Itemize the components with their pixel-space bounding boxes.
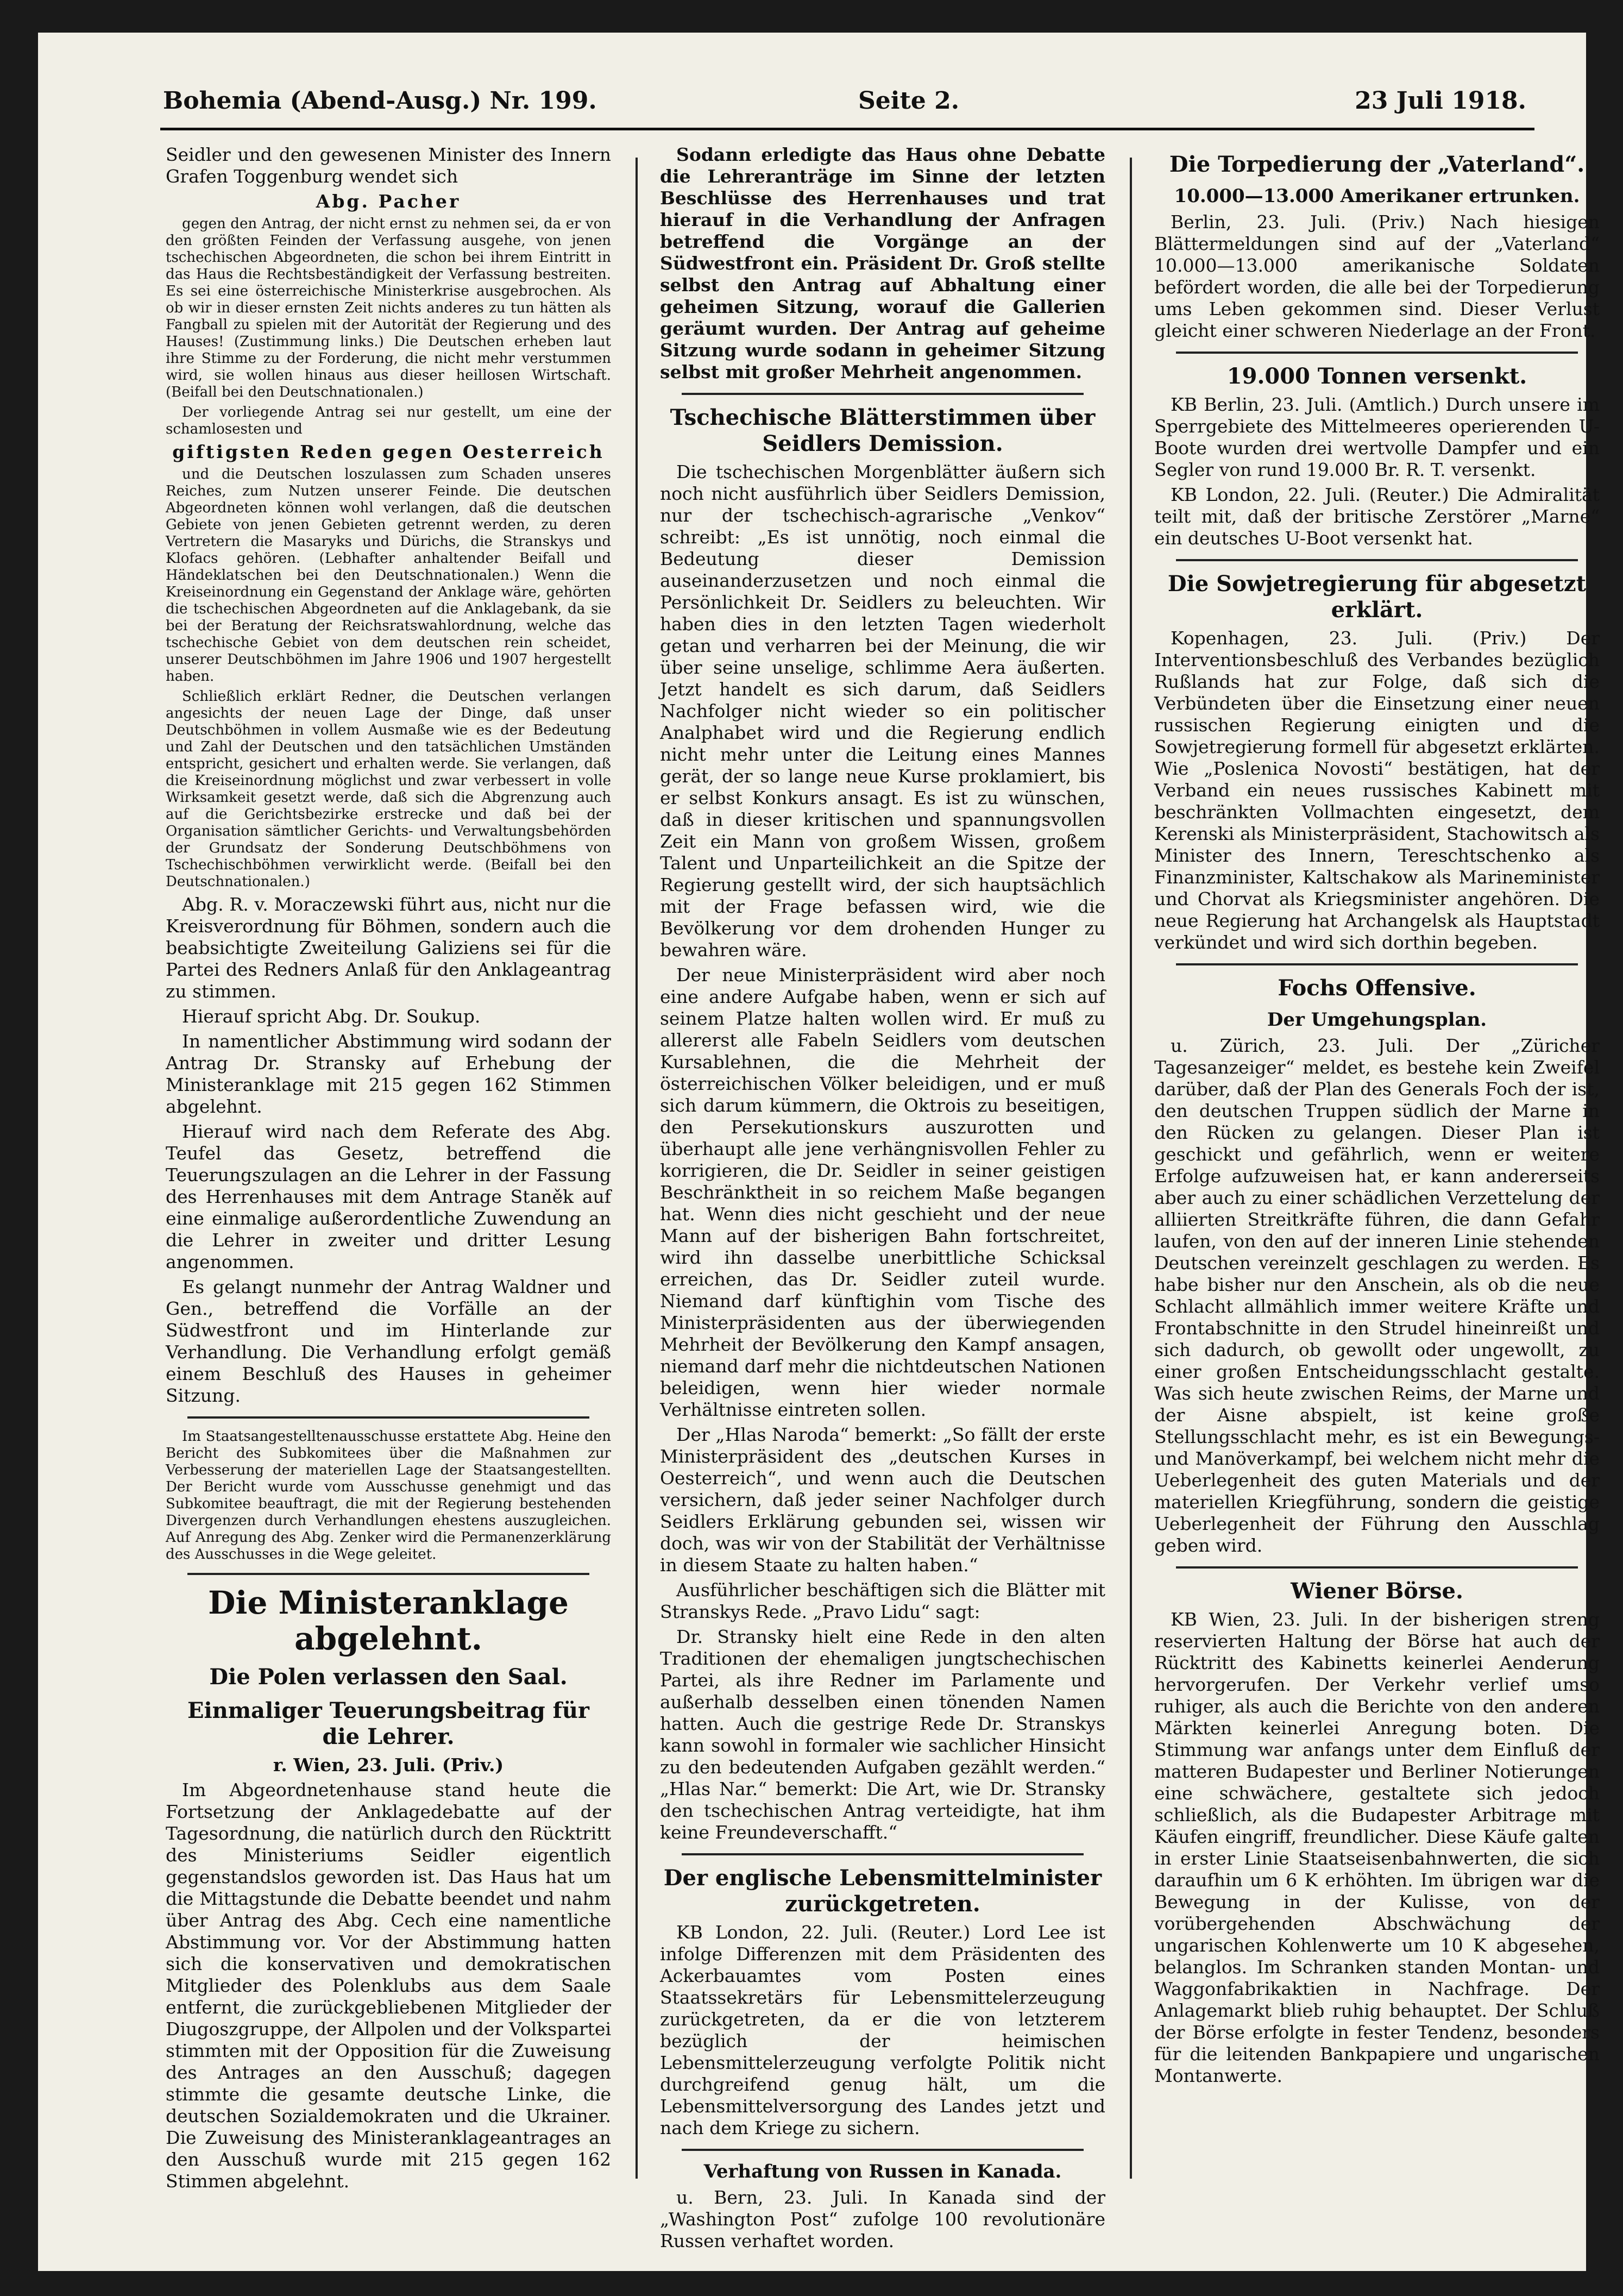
col1-paragraph: Schließlich erklärt Redner, die Deutschen verlangen angesichts der neuen Lage der Dinge, daß unser Deutschböhmen in vollem Ausmaße wie es der Bedeutung und Zahl der Deutschen und den tatsächlichen Umständen entspricht, gesichert und erhalten werde. Sie verlangen, daß die Kreiseinordnung möglichst und zwar verbessert in volle Wirksamkeit gesetzt werde, daß sich die Abgrenzung auch auf die Gerichtsbezirke erstrecke und daß bei der Organisation sämtlicher Gerichts- und Verwaltungsbehörden der Grundsatz der Sonderung Deutschböhmens von Tschechischböhmen verwirklicht werde. (Beifall bei den Deutschnationalen.) bbox=[166, 688, 611, 890]
col1-paragraph: Hierauf wird nach dem Referate des Abg. Teufel das Gesetz, betreffend die Teuerungszulagen an die Lehrer in der Fassung des Herrenhauses mit dem Antrage Staněk auf eine einmalige außerordentliche Zuwendung an die Lehrer in zweiter und dritter Lesung angenommen. bbox=[166, 1121, 611, 1272]
subheadline: Der Umgehungsplan. bbox=[1267, 1009, 1487, 1031]
col3-paragraph: KB London, 22. Juli. (Reuter.) Die Admiralität teilt mit, daß der britische Zerstörer „Marne“ ein deutsches U-Boot versenkt hat. bbox=[1154, 484, 1600, 549]
column-1 bbox=[166, 144, 611, 2192]
col2-paragraph: u. Bern, 23. Juli. In Kanada sind der „Washington Post“ zufolge 100 revolutionäre Russen verhaftet worden. bbox=[660, 2187, 1105, 2251]
col1-paragraph: gegen den Antrag, der nicht ernst zu nehmen sei, da er von den größten Feinden der Verfassung ausgehe, von jenen tschechischen Abgeordneten, die schon bei ihrem Eintritt in das Haus die Rechtsbeständigkeit der Verfassung bestreiten. Es sei eine österreichische Ministerkrise ausgebrochen. Als ob wir in dieser ernsten Zeit nichts anderes zu tun hätten als Fangball zu spielen mit der Autorität der Regierung und des Hauses! (Zustimmung links.) Die Deutschen erheben laut ihre Stimme zu der Forderung, die nicht mehr verstummen wird, sie wollen hinaus aus dieser heillosen Wirtschaft. (Beifall bei den Deutschnationalen.) bbox=[166, 216, 611, 400]
separator bbox=[682, 2149, 1084, 2151]
separator bbox=[1176, 963, 1578, 965]
separator bbox=[682, 1853, 1084, 1855]
page-header bbox=[163, 81, 1586, 125]
column-3 bbox=[1154, 144, 1600, 2154]
col2-paragraph: Sodann erledigte das Haus ohne Debatte die Lehreranträge im Sinne der letzten Beschlüsse des Herrenhauses und trat hierauf in die Verhandlung der Anfragen betreffend die Vorgänge an der Südwestfront ein. Präsident Dr. Groß stellte selbst den Antrag auf Abhaltung einer geheimen Sitzung, worauf die Gallerien geräumt wurden. Der Antrag auf geheime Sitzung wurde sodann in geheimer Sitzung selbst mit großer Mehrheit angenommen. bbox=[660, 144, 1105, 382]
subheadline: Die Polen verlassen den Saal. bbox=[209, 1664, 568, 1690]
header-masthead: Bohemia (Abend-Ausg.) Nr. 199. bbox=[163, 87, 597, 115]
col1-paragraph: Im Staatsangestelltenausschusse erstattete Abg. Heine den Bericht des Subkomitees über die Maßnahmen zur Verbesserung der materiellen Lage der Staatsangestellten. Der Bericht wurde vom Ausschusse genehmigt und das Subkomitee beauftragt, die mit der Regierung bestehenden Divergenzen durch Verhandlungen ehestens auszugleichen. Auf Anregung des Abg. Zenker wird die Permanenzerklärung des Ausschusses in die Wege geleitet. bbox=[166, 1428, 611, 1563]
headline: Die Sowjetregierung für abgesetzt erklärt. bbox=[1167, 571, 1587, 623]
col1-paragraph: Der vorliegende Antrag sei nur gestellt, um eine der schamlosesten und bbox=[166, 404, 611, 437]
col1-paragraph: Im Abgeordnetenhause stand heute die Fortsetzung der Anklagedebatte auf der Tagesordnung, die natürlich durch den Rücktritt des Ministeriums Seidler eigentlich gegenstandslos geworden ist. Das Haus hat um die Mittagstunde die Debatte beendet und nahm über Antrag des Abg. Cech eine namentliche Abstimmung vor. Vor der Abstimmung hatten sich die konservativen und demokratischen Mitglieder des Polenklubs aus dem Saale entfernt, die zurückgebliebenen Mitglieder der Diugoszgruppe, der Allpolen und der Volkspartei stimmten mit der Opposition für die Zuweisung des Antrages an den Ausschuß; dagegen stimmte die gesamte deutsche Linke, die deutschen Sozialdemokraten und die Ukrainer. Die Zuweisung des Ministeranklageantrages an den Ausschuß wurde mit 215 gegen 162 Stimmen abgelehnt. bbox=[166, 1779, 611, 2192]
headline: Der englische Lebensmittelminister zurückgetreten. bbox=[663, 1865, 1102, 1917]
separator bbox=[187, 1416, 589, 1419]
headline: Verhaftung von Russen in Kanada. bbox=[703, 2161, 1062, 2182]
separator bbox=[1176, 352, 1578, 354]
separator bbox=[682, 393, 1084, 395]
header-date: 23 Juli 1918. bbox=[1355, 87, 1526, 115]
col2-paragraph: Der „Hlas Naroda“ bemerkt: „So fällt der erste Ministerpräsident des „deutschen Kurses in Oesterreich“, und wenn auch die Deutschen versichern, daß jeder seiner Nachfolger durch Seidlers Erklärung gebunden sei, wissen wir doch, was wir von der Stabilität der Verhältnisse in diesem Staate zu halten haben.“ bbox=[660, 1424, 1105, 1576]
headline: Die Ministeranklage abgelehnt. bbox=[208, 1584, 569, 1657]
column-2 bbox=[660, 144, 1105, 2251]
col2-paragraph: Die tschechischen Morgenblätter äußern sich noch nicht ausführlich über Seidlers Demission, nur der tschechisch-agrarische „Venkov“ schreibt: „Es ist unnötig, noch einmal die Bedeutung dieser Demission auseinanderzusetzen und noch einmal die Persönlichkeit Dr. Seidlers zu beleuchten. Wir haben dies in den letzten Tagen wiederholt getan und verharren bei der Meinung, die wir über seine unselige, schlimme Aera äußerten. Jetzt handelt es sich darum, daß Seidlers Nachfolger nicht wieder so ein politischer Analphabet wird und die Regierung endlich nicht mehr unter die Leitung eines Mannes gerät, der so lange neue Kurse proklamiert, bis er selbst Konkurs ansagt. Es ist zu wünschen, daß in dieser kritischen und spannungsvollen Zeit ein Mann von großem Wissen, großem Talent und Unparteilichkeit an die Spitze der Regierung gestellt wird, der sich hauptsächlich mit der Frage befassen wird, wie die Bevölkerung vor dem drohenden Hunger zu bewahren wäre. bbox=[660, 461, 1105, 961]
col2-paragraph: KB London, 22. Juli. (Reuter.) Lord Lee ist infolge Differenzen mit dem Präsidenten des Ackerbauamtes vom Posten eines Staatssekretärs für Lebensmittelerzeugung zurückgetreten, da er die von letzterem bezüglich der heimischen Lebensmittelerzeugung verfolgte Politik nicht durchgreifend genug hält, um die Lebensmittelversorgung des Landes jetzt und nach dem Kriege zu sichern. bbox=[660, 1922, 1105, 2138]
headline: 19.000 Tonnen versenkt. bbox=[1226, 363, 1527, 389]
column-rule-1 bbox=[636, 158, 638, 2179]
header-page-number: Seite 2. bbox=[858, 87, 960, 115]
col1-paragraph: In namentlicher Abstimmung wird sodann der Antrag Dr. Stransky auf Erhebung der Ministeranklage mit 215 gegen 162 Stimmen abgelehnt. bbox=[166, 1031, 611, 1117]
separator bbox=[1176, 559, 1578, 561]
col3-paragraph: KB Berlin, 23. Juli. (Amtlich.) Durch unsere im Sperrgebiete des Mittelmeeres operierenden U-Boote wurden drei wertvolle Dampfer und ein Segler von rund 19.000 Br. R. T. versenkt. bbox=[1154, 394, 1600, 480]
headline: Die Torpedierung der „Vaterland“. bbox=[1169, 152, 1585, 177]
separator bbox=[1176, 1566, 1578, 1569]
col2-paragraph: Der neue Ministerpräsident wird aber noch eine andere Aufgabe haben, wenn er sich auf seinem Platze halten wollen wird. Er muß zu allererst alle Fabeln Seidlers vom deutschen Kursablehnen, die die Mehrheit der österreichischen Völker beleidigen, und er muß sich darum kümmern, die Oktrois zu beseitigen, den Persekutionskurs auszurotten und überhaupt alle jene verhängnisvollen Fehler zu korrigieren, die Dr. Seidler in seiner geistigen Beschränktheit in so reichem Maße begangen hat. Wenn dies nicht geschieht und der neue Mann auf der bisherigen Bahn fortschreitet, wird ihn dasselbe unerbittliche Schicksal erreichen, das Dr. Seidler zuteil wurde. Niemand darf künftighin vom Tische des Ministerpräsidenten aus der überwiegenden Mehrheit der Bevölkerung den Kampf ansagen, niemand darf mehr die nichtdeutschen Nationen beleidigen, wenn hier wieder normale Verhältnisse eintreten sollen. bbox=[660, 964, 1105, 1420]
col2-paragraph: Ausführlicher beschäftigen sich die Blätter mit Stranskys Rede. „Pravo Lidu“ sagt: bbox=[660, 1579, 1105, 1622]
separator bbox=[187, 1573, 589, 1575]
col2-paragraph: Dr. Stransky hielt eine Rede in den alten Traditionen der ehemaligen jungtschechischen Partei, als ihre Redner im Parlamente und außerhalb desselben einen tönenden Namen hatten. Auch die gestrige Rede Dr. Stranskys kann sowohl in formaler wie sachlicher Hinsicht zu den bedeutenden Aufgaben gezählt werden.“ „Hlas Nar.“ bemerkt: Die Art, wie Dr. Stransky den tschechischen Antrag verteidigte, hat ihm keine Freundeverschafft.“ bbox=[660, 1626, 1105, 1843]
col3-paragraph: Kopenhagen, 23. Juli. (Priv.) Der Interventionsbeschluß des Verbandes bezüglich Rußlands hat zur Folge, daß sich die Verbündeten über die Einsetzung einer neuen russischen Regierung einigten und die Sowjetregierung formell für abgesetzt erklärten. Wie „Poslenica Novosti“ bestätigen, hat der Verband ein neues russisches Kabinett mit beschränkten Vollmachten eingesetzt, dem Kerenski als Ministerpräsident, Stachowitsch als Minister des Innern, Tereschtschenko als Finanzminister, Kaltschakow als Marineminister und Chorvat als Kriegsminister angehören. Die neue Regierung hat Archangelsk als Hauptstadt verkündet und wird sich dorthin begeben. bbox=[1154, 628, 1600, 953]
dateline: r. Wien, 23. Juli. (Priv.) bbox=[273, 1754, 504, 1776]
col1-paragraph: Seidler und den gewesenen Minister des Innern Grafen Toggenburg wendet sich bbox=[166, 144, 611, 187]
col3-paragraph: Berlin, 23. Juli. (Priv.) Nach hiesigen Blättermeldungen sind auf der „Vaterland“ 10.000—13.000 amerikanische Soldaten befördert worden, die alle bei der Torpedierung ums Leben gekommen sind. Dieser Verlust gleicht einer schweren Niederlage an der Front. bbox=[1154, 211, 1600, 341]
col3-paragraph: u. Zürich, 23. Juli. Der „Züricher Tagesanzeiger“ meldet, es bestehe kein Zweifel darüber, daß der Plan des Generals Foch der ist, den deutschen Truppen südlich der Marne in den Rücken zu gelangen. Dieser Plan ist geschickt und gefährlich, wenn er weitere Erfolge aufzuweisen hat, er kann andererseits aber auch zu einer schädlichen Verzettelung der alliierten Streitkräfte führen, die dann Gefahr laufen, von den auf der inneren Linie stehenden Deutschen vereinzelt geschlagen zu werden. Es habe bisher nur den Anschein, als ob die neue Schlacht allmählich immer weitere Kräfte und Frontabschnitte in den Strudel hineinreißt und sich dadurch, ob gewollt oder ungewollt, zu einer großen Entscheidungsschlacht gestalte. Was sich heute zwischen Reims, der Marne und der Aisne abspielt, ist keine große Stellungsschlacht mehr, es ist ein Bewegungs- und Manöverkampf, bei welchem nicht mehr die Ueberlegenheit des guten Materials und der materiellen Kriegführung, sondern die geistige Ueberlegenheit der Führung den Ausschlag geben wird. bbox=[1154, 1035, 1600, 1556]
header-rule bbox=[160, 128, 1534, 130]
col1-paragraph: Es gelangt nunmehr der Antrag Waldner und Gen., betreffend die Vorfälle an der Südwestfront und im Hinterlande zur Verhandlung. Die Verhandlung erfolgt gemäß einem Beschluß des Hauses in geheimer Sitzung. bbox=[166, 1276, 611, 1406]
col1-paragraph: Abg. R. v. Moraczewski führt aus, nicht nur die Kreisverordnung für Böhmen, sondern auch die beabsichtigte Zweiteilung Galiziens sei für die Partei des Redners Anlaß für den Anklageantrag zu stimmen. bbox=[166, 894, 611, 1002]
subheadline: 10.000—13.000 Amerikaner ertrunken. bbox=[1174, 185, 1580, 207]
headline: Wiener Börse. bbox=[1291, 1578, 1463, 1604]
col3-paragraph: KB Wien, 23. Juli. In der bisherigen streng reservierten Haltung der Börse hat auch der Rücktritt des Kabinetts keinerlei Aenderung hervorgerufen. Der Verkehr verlief umso ruhiger, als auch die Berichte von den anderen Märkten keinerlei Anregung boten. Die Stimmung war anfangs unter dem Einfluß der matteren Budapester und Berliner Notierungen eine schwächere, gestaltete sich jedoch schließlich, als die Budapester Arbitrage mit Käufen eingriff, freundlicher. Diese Käufe galten in erster Linie Staatseisenbahnwerten, die sich daraufhin um 6 K erhöhten. Im übrigen war die Bewegung in der Kulisse, von der vorübergehenden Abschwächung der ungarischen Kohlenwerte um 10 K abgesehen, belanglos. Im Schranken standen Montan- und Waggonfabrikaktien in Nachfrage. Der Anlagemarkt blieb ruhig behauptet. Der Schluß der Börse erfolgte in fester Tendenz, besonders für die leitenden Bankpapiere und ungarischen Montanwerte. bbox=[1154, 1609, 1600, 2086]
newspaper-page bbox=[38, 33, 1600, 2271]
col1-speaker: Abg. Pacher bbox=[316, 191, 461, 212]
col1-paragraph: und die Deutschen loszulassen zum Schaden unseres Reiches, zum Nutzen unserer Feinde. Die deutschen Abgeordneten können wohl verlangen, daß die deutschen Gebiete von jenen Gebieten getrennt werden, zu deren Vertretern die Masaryks und Dürichs, die Stranskys und Klofacs gehören. (Lebhafter anhaltender Beifall und Händeklatschen bei den Deutschnationalen.) Wenn die Kreiseinordnung ein Gegenstand der Anklage wäre, gehörten die tschechischen Abgeordneten auf die Anklagebank, da sie bei der Beratung der Reichsratswahlordnung, welche das tschechische Gebiet von dem deutschen rein scheidet, unserer Deutschböhmen im Jahre 1906 und 1907 hergestellt haben. bbox=[166, 466, 611, 685]
subheadline: Einmaliger Teuerungsbeitrag für die Lehrer. bbox=[187, 1698, 590, 1749]
headline: Tschechische Blätterstimmen über Seidlers Demission. bbox=[670, 405, 1096, 456]
col1-emphasis: giftigsten Reden gegen Oesterreich bbox=[172, 441, 605, 462]
headline: Fochs Offensive. bbox=[1278, 975, 1476, 1001]
col1-paragraph: Hierauf spricht Abg. Dr. Soukup. bbox=[182, 1006, 481, 1027]
column-rule-2 bbox=[1130, 158, 1132, 2179]
